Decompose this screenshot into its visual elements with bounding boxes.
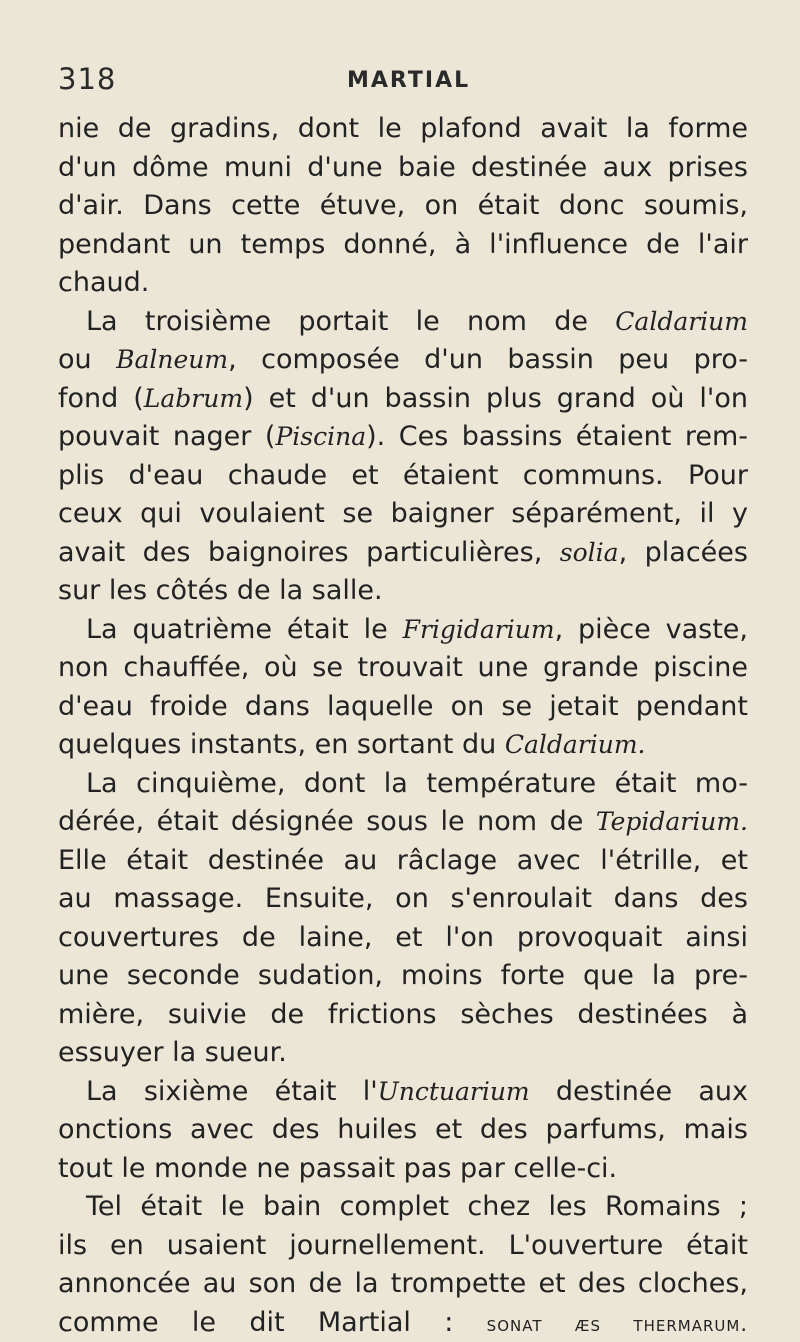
text-line: d'eau froide dans laquelle on se jetait pendant (58, 688, 748, 727)
running-head (58, 62, 748, 106)
text-line: sur les côtés de la salle. (58, 572, 748, 611)
text-line: pouvait nager (Piscina). Ces bassins étaient rem- (58, 418, 748, 457)
text-line: plis d'eau chaude et étaient communs. Pour (58, 457, 748, 496)
text-line: La cinquième, dont la température était mo- (58, 765, 748, 804)
text-line: avait des baignoires particulières, solia, placées (58, 534, 748, 573)
text-line: ils en usaient journellement. L'ouverture était (58, 1227, 748, 1266)
text-line: au massage. Ensuite, on s'enroulait dans des (58, 880, 748, 919)
small-caps-quote: sonat æs thermarum. (487, 1312, 748, 1336)
text-line: ceux qui voulaient se baigner séparément, il y (58, 495, 748, 534)
text-line: comme le dit Martial : sonat æs thermarum. (58, 1304, 748, 1342)
italic-term: Unctuarium (378, 1077, 530, 1106)
italic-term: Piscina (275, 422, 366, 451)
italic-term: Labrum (144, 384, 243, 413)
text-line: dérée, était désignée sous le nom de Tepidarium. (58, 803, 748, 842)
text-line: mière, suivie de frictions sèches destinées à (58, 996, 748, 1035)
text-line: La quatrième était le Frigidarium, pièce vaste, (58, 611, 748, 650)
italic-term: solia (560, 538, 619, 567)
text-line: fond (Labrum) et d'un bassin plus grand où l'on (58, 380, 748, 419)
text-line: pendant un temps donné, à l'influence de l'air (58, 226, 748, 265)
text-line: La sixième était l'Unctuarium destinée aux (58, 1073, 748, 1112)
italic-term: Tepidarium. (596, 807, 748, 836)
text-line: non chauffée, où se trouvait une grande piscine (58, 649, 748, 688)
text-line: ou Balneum, composée d'un bassin peu pro- (58, 341, 748, 380)
italic-term: Frigidarium (403, 615, 555, 644)
italic-term: Balneum (116, 345, 228, 374)
italic-term: Caldarium (615, 307, 748, 336)
text-line: La troisième portait le nom de Caldarium (58, 303, 748, 342)
page-number: 318 (58, 62, 116, 96)
text-line: Elle était destinée au râclage avec l'étrille, et (58, 842, 748, 881)
text-line: une seconde sudation, moins forte que la pre- (58, 957, 748, 996)
text-line: quelques instants, en sortant du Caldarium. (58, 726, 748, 765)
text-line: Tel était le bain complet chez les Romains ; (58, 1188, 748, 1227)
text-line: chaud. (58, 264, 748, 303)
text-line: d'un dôme muni d'une baie destinée aux prises (58, 149, 748, 188)
text-line: tout le monde ne passait pas par celle-ci. (58, 1150, 748, 1189)
italic-term: Caldarium. (505, 730, 646, 759)
text-line: annoncée au son de la trompette et des cloches, (58, 1265, 748, 1304)
running-title: MARTIAL (347, 68, 470, 93)
text-line: nie de gradins, dont le plafond avait la forme (58, 110, 748, 149)
text-line: essuyer la sueur. (58, 1034, 748, 1073)
text-line: d'air. Dans cette étuve, on était donc soumis, (58, 187, 748, 226)
text-line: couvertures de laine, et l'on provoquait ainsi (58, 919, 748, 958)
body-text (58, 110, 748, 1342)
text-line: onctions avec des huiles et des parfums, mais (58, 1111, 748, 1150)
